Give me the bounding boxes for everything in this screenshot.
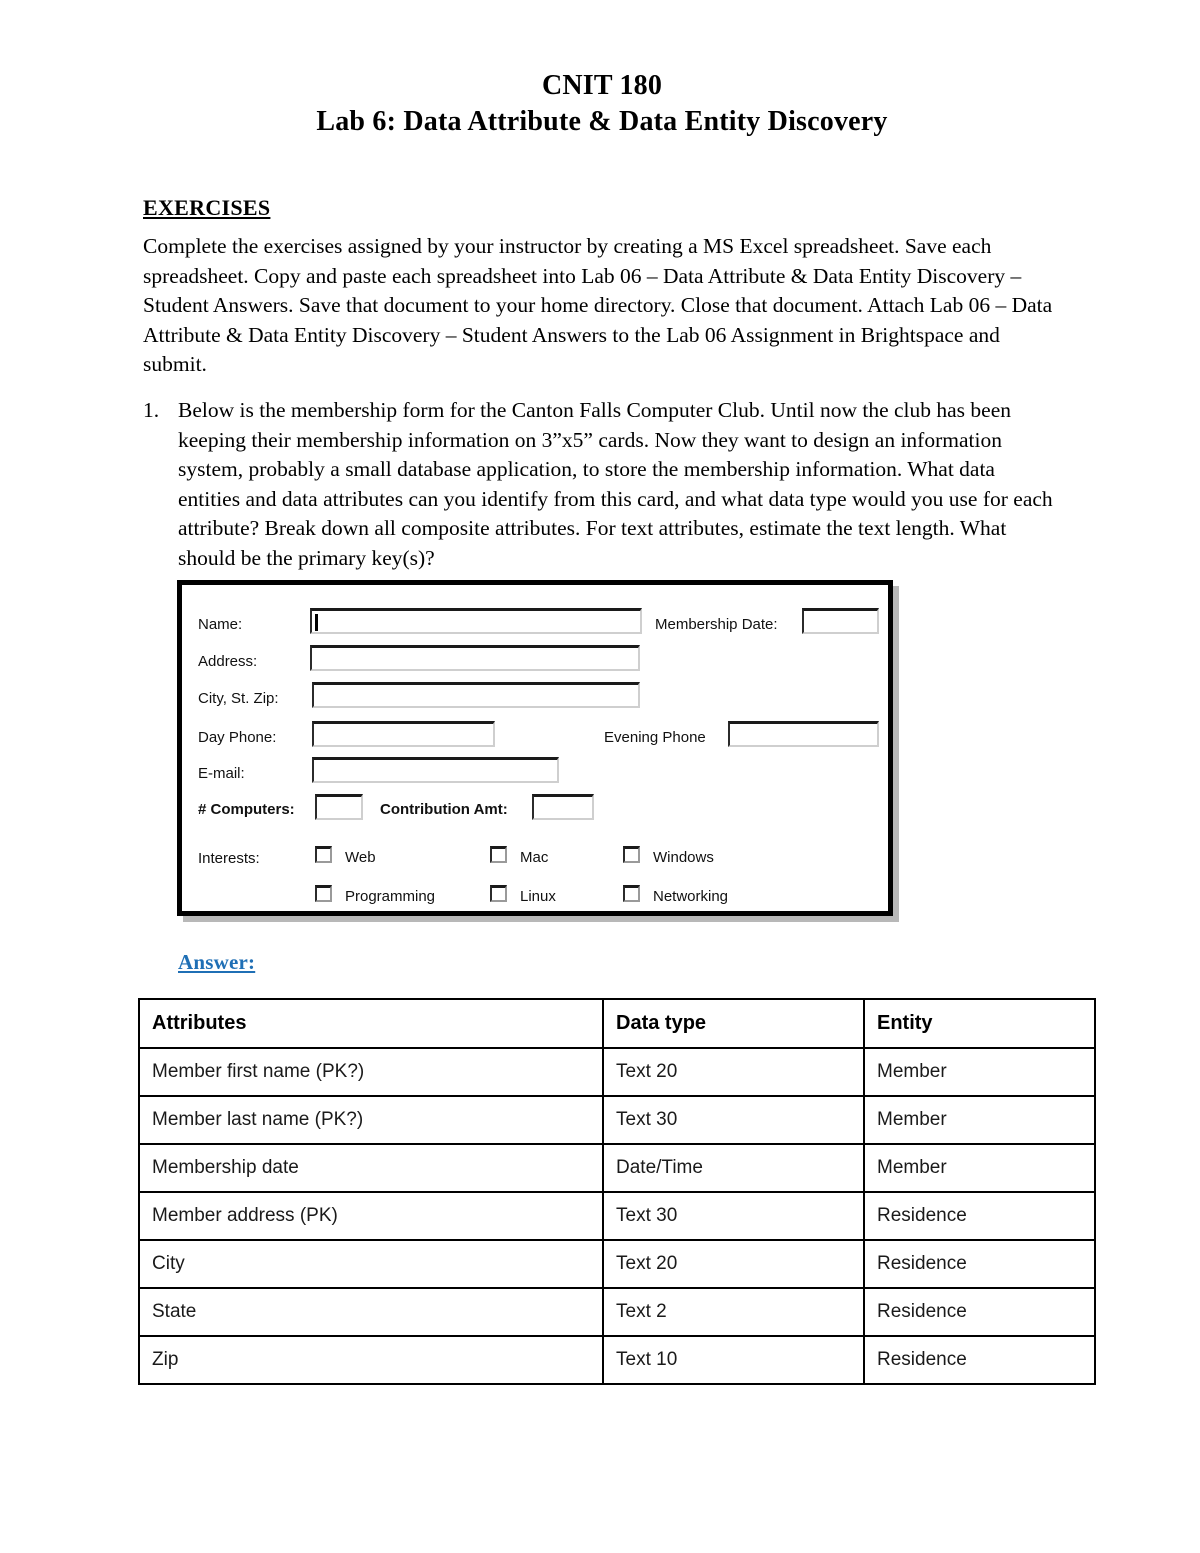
table-row [139, 1288, 1095, 1336]
answer-link[interactable]: Answer: [178, 950, 256, 974]
cell-entity: Residence [864, 1288, 1095, 1336]
table-row [139, 1144, 1095, 1192]
table-row [139, 1192, 1095, 1240]
label-membership-date: Membership Date: [655, 616, 778, 633]
checkbox-label-networking: Networking [653, 888, 729, 905]
question-text: Below is the membership form for the Canton Falls Computer Club. Until now the club has been keeping their membership information on 3”x5” cards. Now they want to design an information system, probably a small database application, to store the membership information. What data entities and data attributes can you identify from this card, and what data type would you use for each attribute? Break down all composite attributes. For text attributes, estimate the text length. What should be the primary key(s)? [178, 398, 1053, 570]
label-evening-phone: Evening Phone [604, 729, 706, 746]
membership-form-body [182, 585, 888, 911]
label-address: Address: [198, 653, 258, 670]
cell-entity: Member [864, 1048, 1095, 1096]
input-email[interactable] [312, 757, 559, 783]
label-num-computers: # Computers: [198, 801, 295, 818]
cell-data-type: Date/Time [603, 1144, 864, 1192]
input-day-phone[interactable] [312, 721, 495, 747]
label-city-state-zip: City, St. Zip: [198, 690, 279, 707]
checkbox-linux[interactable] [490, 885, 507, 902]
label-email: E-mail: [198, 765, 245, 782]
cell-data-type: Text 30 [603, 1192, 864, 1240]
checkbox-label-mac: Mac [520, 849, 549, 866]
question-item-1 [143, 396, 1053, 573]
label-day-phone: Day Phone: [198, 729, 277, 746]
input-num-computers[interactable] [315, 794, 363, 820]
cell-attribute: City [139, 1240, 603, 1288]
label-name: Name: [198, 616, 243, 633]
answer-table-head [139, 999, 1095, 1048]
checkbox-label-programming: Programming [345, 888, 436, 905]
column-header-attributes: Attributes [139, 999, 603, 1048]
input-evening-phone[interactable] [728, 721, 879, 747]
membership-form-image [177, 580, 893, 916]
cell-attribute: Member last name (PK?) [139, 1096, 603, 1144]
answer-table [138, 998, 1096, 1385]
input-membership-date[interactable] [802, 608, 879, 634]
checkbox-label-windows: Windows [653, 849, 714, 866]
text-caret [315, 614, 318, 631]
cell-data-type: Text 2 [603, 1288, 864, 1336]
input-city-state-zip[interactable] [312, 682, 640, 708]
table-row [139, 1336, 1095, 1384]
checkbox-mac[interactable] [490, 846, 507, 863]
cell-entity: Residence [864, 1240, 1095, 1288]
cell-attribute: Member first name (PK?) [139, 1048, 603, 1096]
checkbox-networking[interactable] [623, 885, 640, 902]
cell-attribute: Zip [139, 1336, 603, 1384]
answer-table-body [139, 1048, 1095, 1384]
cell-entity: Member [864, 1144, 1095, 1192]
cell-attribute: Member address (PK) [139, 1192, 603, 1240]
cell-entity: Residence [864, 1192, 1095, 1240]
label-contribution-amt: Contribution Amt: [380, 801, 508, 818]
table-row [139, 1048, 1095, 1096]
cell-attribute: Membership date [139, 1144, 603, 1192]
table-row [139, 1240, 1095, 1288]
checkbox-label-web: Web [345, 849, 376, 866]
input-address[interactable] [310, 645, 640, 671]
cell-entity: Residence [864, 1336, 1095, 1384]
cell-data-type: Text 30 [603, 1096, 864, 1144]
label-interests: Interests: [198, 850, 260, 867]
cell-entity: Member [864, 1096, 1095, 1144]
intro-paragraph: Complete the exercises assigned by your instructor by creating a MS Excel spreadsheet. Save each spreadsheet. Copy and paste each spreadsheet into Lab 06 – Data Attribute & Data Entity Discovery – Student Answers. Save that document to your home directory. Close that document. Attach Lab 06 – Data Attribute & Data Entity Discovery – Student Answers to the Lab 06 Assignment in Brightspace and submit. [143, 234, 1053, 376]
cell-data-type: Text 20 [603, 1240, 864, 1288]
checkbox-programming[interactable] [315, 885, 332, 902]
input-contribution-amt[interactable] [532, 794, 594, 820]
checkbox-windows[interactable] [623, 846, 640, 863]
checkbox-label-linux: Linux [520, 888, 556, 905]
question-number: 1. [143, 398, 160, 422]
title-line-lab: Lab 6: Data Attribute & Data Entity Discovery [316, 106, 888, 137]
table-header-row [139, 999, 1095, 1048]
cell-data-type: Text 10 [603, 1336, 864, 1384]
table-row [139, 1096, 1095, 1144]
column-header-data-type: Data type [603, 999, 864, 1048]
cell-data-type: Text 20 [603, 1048, 864, 1096]
input-name[interactable] [310, 608, 642, 634]
title-line-course: CNIT 180 [541, 70, 663, 101]
checkbox-web[interactable] [315, 846, 332, 863]
section-heading-exercises: EXERCISES [143, 195, 271, 220]
page-title [143, 68, 1061, 140]
column-header-entity: Entity [864, 999, 1095, 1048]
cell-attribute: State [139, 1288, 603, 1336]
